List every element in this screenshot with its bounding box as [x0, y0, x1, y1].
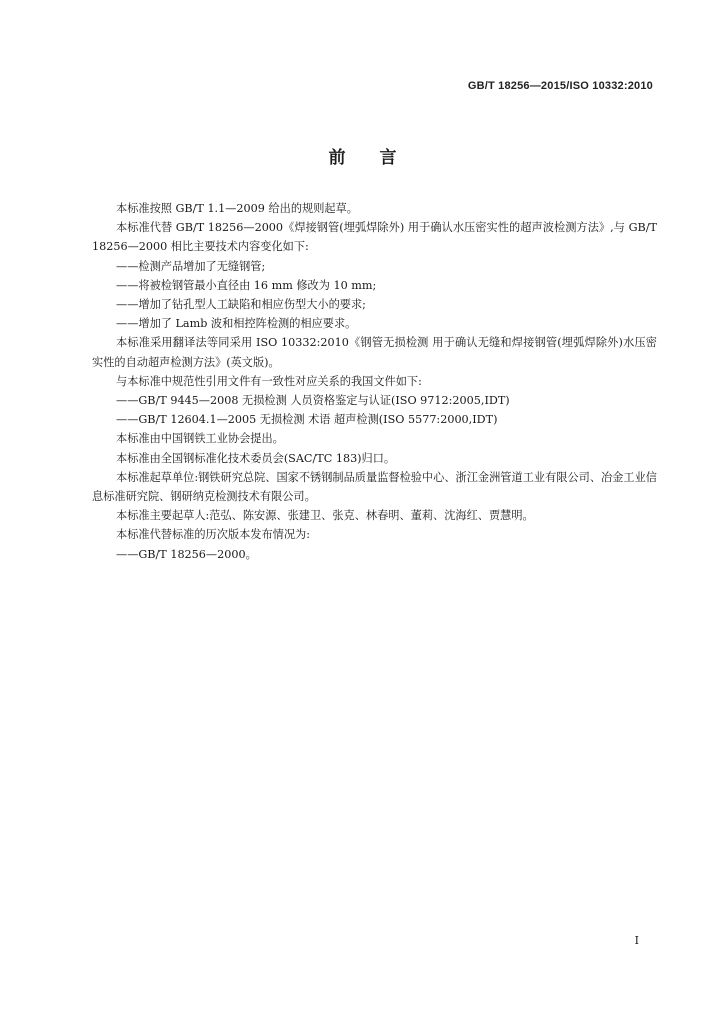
foreword-body — [92, 199, 657, 564]
paragraph: 本标准按照 GB/T 1.1—2009 给出的规则起草。 — [116, 202, 358, 215]
list-item: ——增加了钻孔型人工缺陷和相应伤型大小的要求; — [116, 298, 366, 312]
paragraph: 本标准由全国钢标准化技术委员会(SAC/TC 183)归口。 — [116, 451, 396, 465]
list-item: ——将被检钢管最小直径由 16 mm 修改为 10 mm; — [116, 278, 377, 292]
list-item: ——GB/T 9445—2008 无损检测 人员资格鉴定与认证(ISO 9712:2005,IDT) — [116, 394, 510, 408]
paragraph: 本标准起草单位:钢铁研究总院、国家不锈钢制品质量监督检验中心、浙江金洲管道工业有限公司、冶金工业信息标准研究院、钢研纳克检测技术有限公司。 — [92, 470, 657, 504]
list-item: ——增加了 Lamb 波和相控阵检测的相应要求。 — [116, 317, 357, 331]
paragraph: 本标准采用翻译法等同采用 ISO 10332:2010《钢管无损检测 用于确认无缝和焊接钢管(埋弧焊除外)水压密实性的自动超声检测方法》(英文版)。 — [92, 336, 657, 369]
paragraph: 与本标准中规范性引用文件有一致性对应关系的我国文件如下: — [116, 374, 422, 388]
paragraph: 本标准主要起草人:范弘、陈安源、张建卫、张克、林春明、董莉、沈海红、贾慧明。 — [116, 509, 534, 523]
standard-code-header: GB/T 18256—2015/ISO 10332:2010 — [467, 80, 653, 92]
paragraph: 本标准由中国钢铁工业协会提出。 — [116, 432, 284, 446]
page-number: I — [634, 934, 639, 947]
page-title: 前言 — [328, 148, 431, 168]
list-item: ——检测产品增加了无缝钢管; — [116, 259, 266, 273]
paragraph: 本标准代替标准的历次版本发布情况为: — [116, 528, 310, 542]
list-item: ——GB/T 18256—2000。 — [116, 547, 257, 561]
paragraph: 本标准代替 GB/T 18256—2000《焊接钢管(埋弧焊除外) 用于确认水压密实性的超声波检测方法》,与 GB/T 18256—2000 相比主要技术内容变化如下: — [92, 221, 657, 254]
list-item: ——GB/T 12604.1—2005 无损检测 术语 超声检测(ISO 5577:2000,IDT) — [116, 413, 498, 427]
